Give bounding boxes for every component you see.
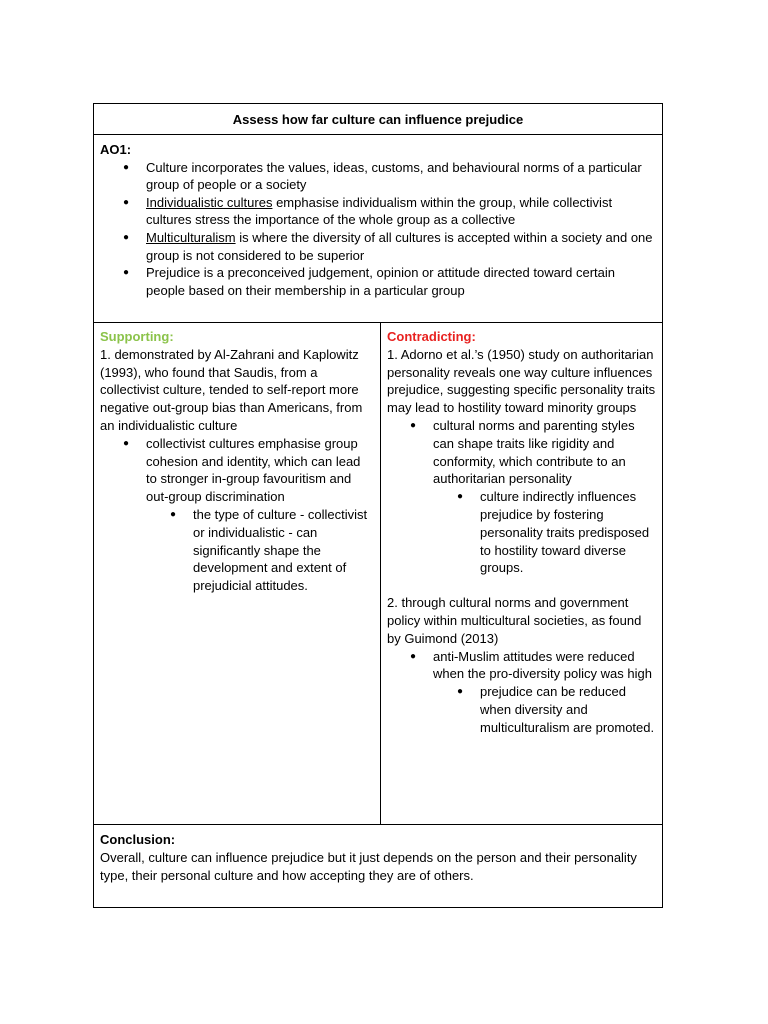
contradicting-heading: Contradicting: — [387, 329, 476, 344]
bullet-icon: ● — [123, 196, 130, 208]
contradicting-p2-sub-2: prejudice can be reduced when diversity and multiculturalism are promoted. — [480, 684, 655, 735]
evaluation-section — [94, 323, 662, 825]
ao1-section — [94, 135, 662, 323]
bullet-icon: ● — [123, 161, 130, 173]
spacer — [387, 577, 656, 594]
list-item — [100, 194, 656, 229]
ao1-item-text: Culture incorporates the values, ideas, customs, and behavioural norms of a particular group of people or a society — [146, 159, 642, 193]
supporting-sublist — [100, 435, 374, 595]
ao1-item-term: Multiculturalism — [146, 229, 236, 245]
contradicting-p2-sub-1: anti-Muslim attitudes were reduced when the pro-diversity policy was high — [433, 648, 652, 682]
bullet-icon: ● — [410, 419, 417, 431]
conclusion-text: Overall, culture can influence prejudice but it just depends on the person and their personality type, their personal culture and how accepting they are of others. — [100, 850, 637, 883]
list-item — [387, 488, 656, 577]
contradicting-p1-sub-2: culture indirectly influences prejudice by fostering personality traits predisposed to hostility toward diverse groups. — [480, 489, 650, 576]
worksheet-title — [94, 104, 662, 135]
ao1-heading: AO1: — [100, 142, 132, 157]
contradicting-point-1: 1. Adorno et al.’s (1950) study on authoritarian personality reveals one way culture influences prejudice, suggesting specific personality traits may lead to hostility toward minority groups — [387, 346, 656, 416]
list-item — [387, 683, 656, 736]
list-item — [387, 648, 656, 684]
bullet-icon: ● — [457, 686, 464, 698]
ao1-item-text: emphasise individualism within the group, while collectivist cultures stress the importance of the whole group as a collective — [146, 194, 613, 228]
contradicting-sublist-1 — [387, 417, 656, 577]
worksheet-table — [93, 103, 663, 908]
ao1-item-term: Individualistic cultures — [146, 194, 273, 210]
supporting-column — [94, 323, 381, 824]
list-item — [387, 417, 656, 488]
list-item — [100, 229, 656, 264]
bullet-icon: ● — [170, 508, 177, 520]
ao1-item-text: Prejudice is a preconceived judgement, opinion or attitude directed toward certain people based on their membership in a particular group — [146, 265, 615, 298]
bullet-icon: ● — [123, 231, 130, 243]
ao1-item-text: is where the diversity of all cultures is accepted within a society and one group is not considered to be superior — [146, 229, 653, 263]
list-item — [100, 506, 374, 595]
bullet-icon: ● — [410, 650, 417, 662]
bullet-icon: ● — [123, 437, 130, 449]
contradicting-column — [381, 323, 662, 824]
supporting-sub-2: the type of culture - collectivist or individualistic - can significantly shape the development and extent of prejudicial attitudes. — [193, 506, 368, 594]
bullet-icon: ● — [457, 491, 464, 503]
conclusion-section — [94, 825, 662, 907]
list-item — [100, 159, 656, 194]
bullet-icon: ● — [123, 267, 130, 279]
contradicting-p1-sub-1: cultural norms and parenting styles can shape traits like rigidity and conformity, which contribute to an authoritarian personality — [433, 417, 635, 487]
conclusion-heading: Conclusion: — [100, 832, 176, 847]
list-item — [100, 435, 374, 506]
ao1-list — [100, 159, 656, 300]
contradicting-sublist-2 — [387, 648, 656, 737]
title-text: Assess how far culture can influence prejudice — [232, 111, 524, 127]
supporting-sub-1: collectivist cultures emphasise group cohesion and identity, which can lead to stronger in-group favouritism and out-group discrimination — [146, 435, 361, 505]
supporting-heading: Supporting: — [100, 329, 174, 344]
list-item — [100, 264, 656, 299]
supporting-point-1: 1. demonstrated by Al-Zahrani and Kaplowitz (1993), who found that Saudis, from a collectivist culture, tended to self-report more negative out-group bias than Americans, from an individualistic culture — [100, 346, 363, 433]
contradicting-point-2: 2. through cultural norms and government policy within multicultural societies, as found by Guimond (2013) — [387, 595, 642, 646]
